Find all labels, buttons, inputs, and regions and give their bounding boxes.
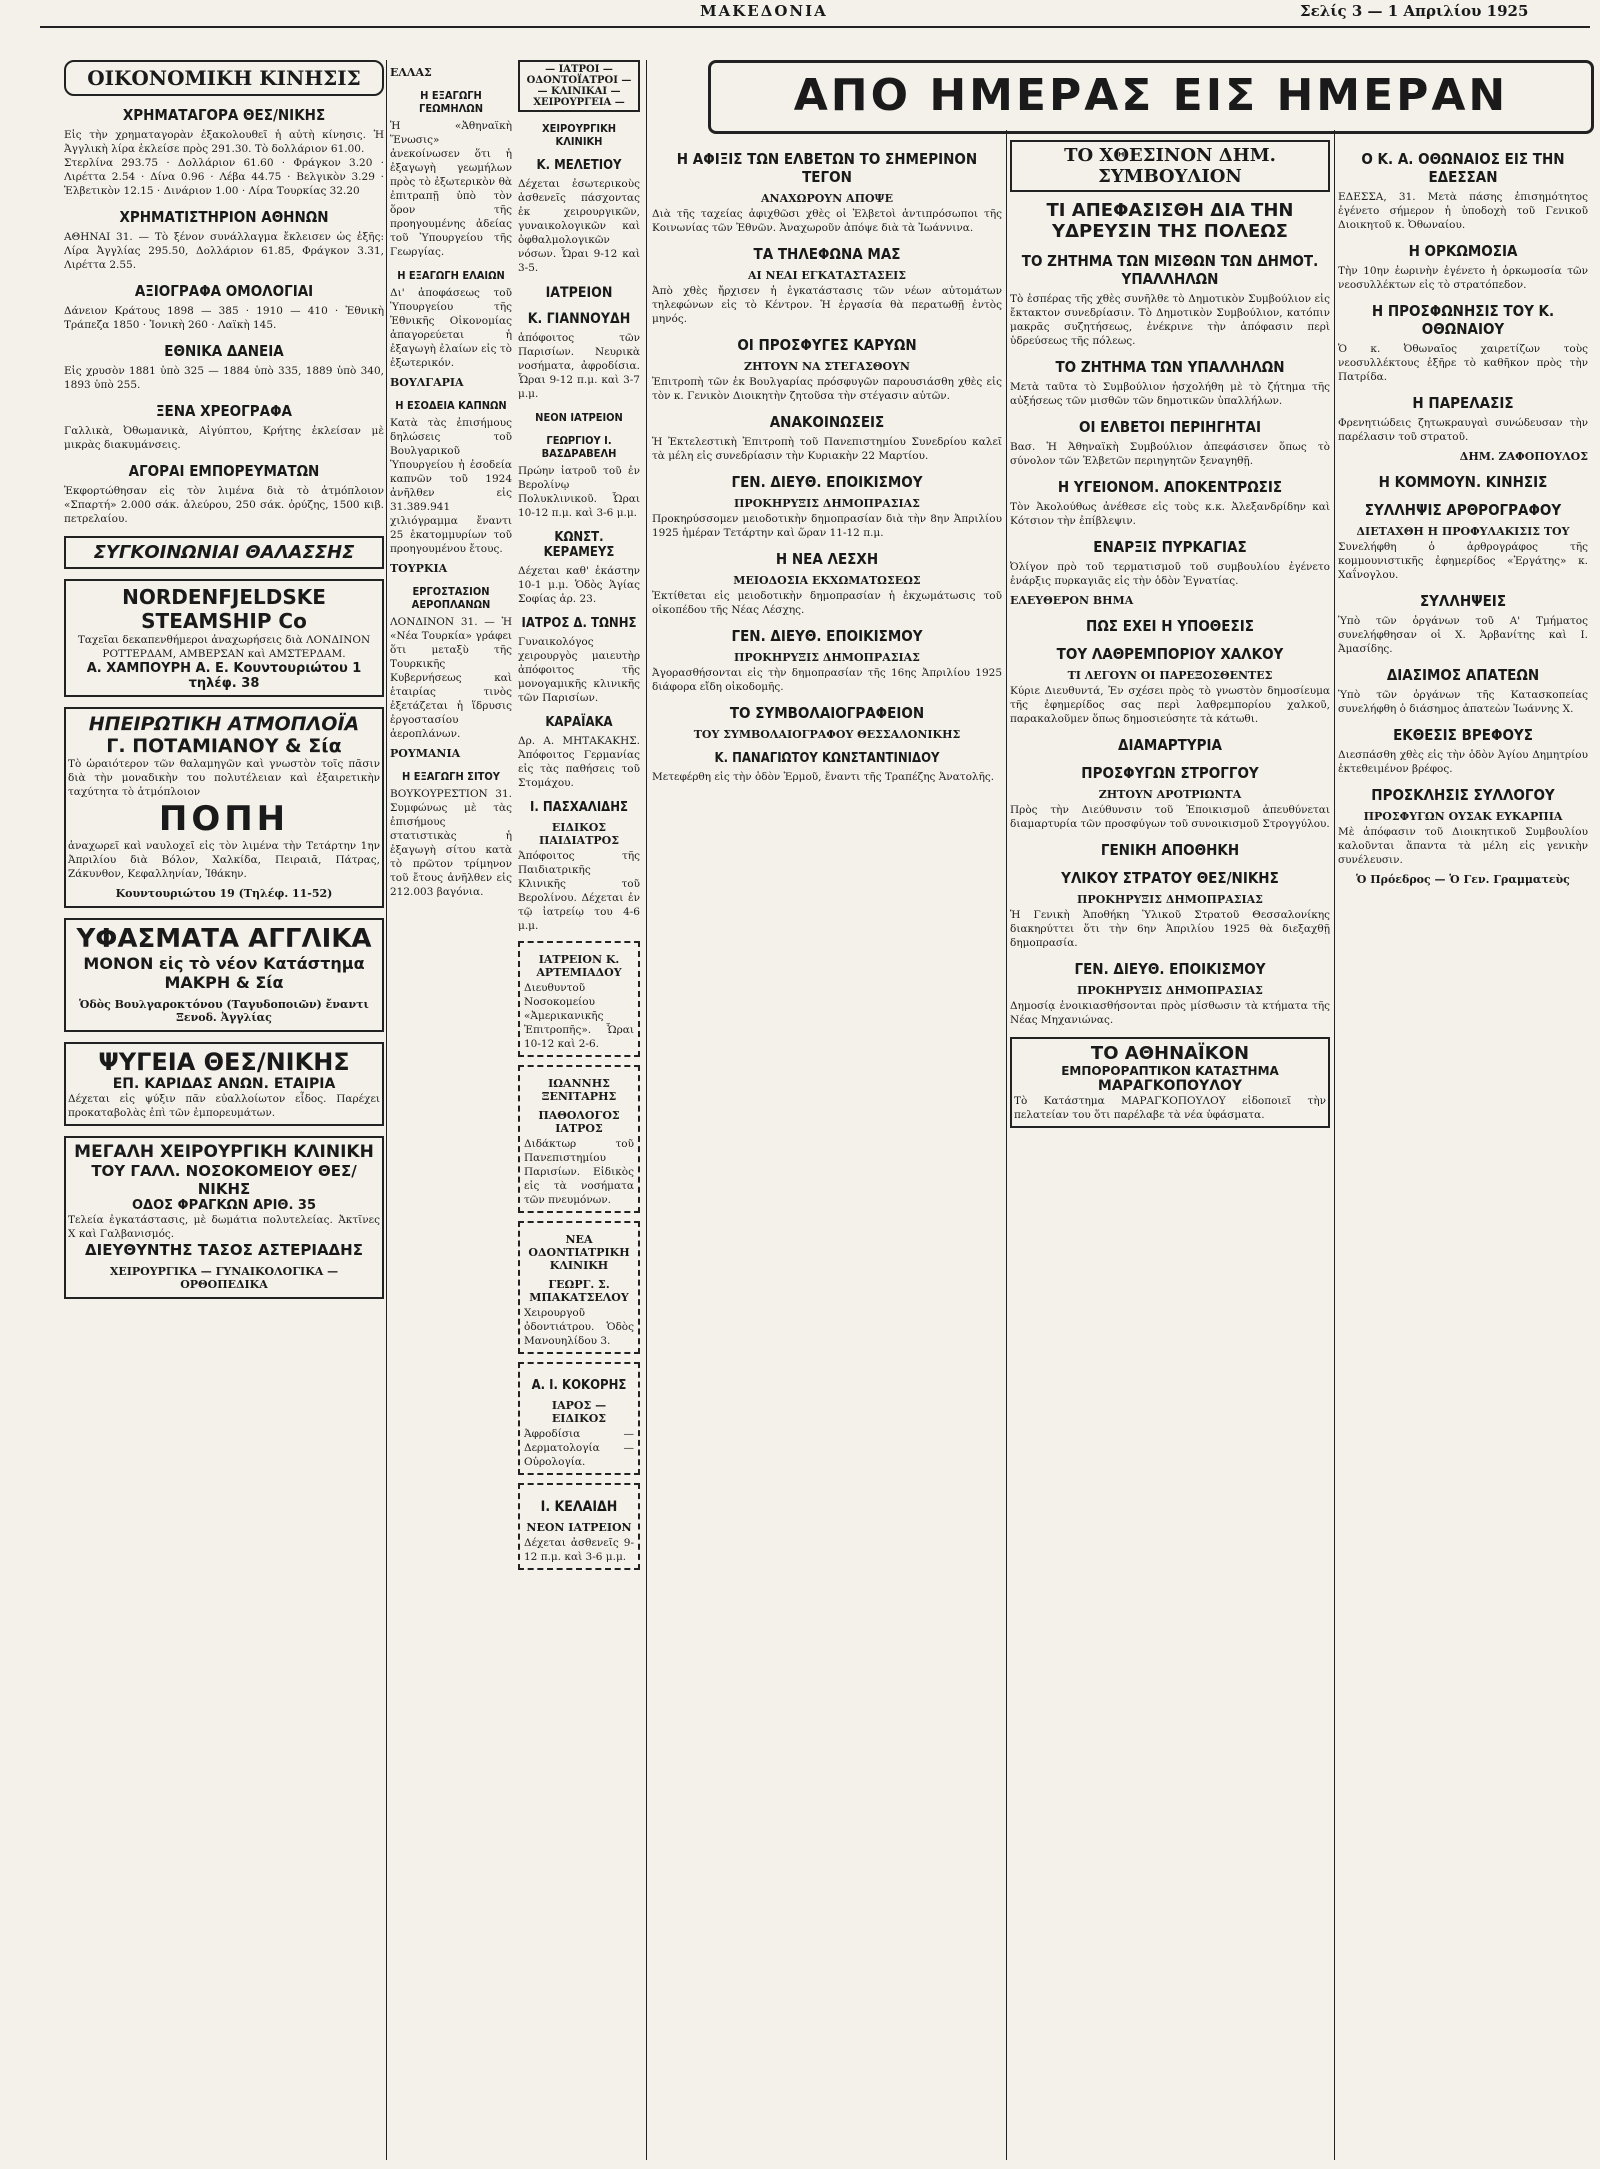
- ad-subtitle: ΕΙΔΙΚΟΣ ΠΑΙΔΙΑΤΡΟΣ: [538, 821, 620, 847]
- ad-text: ἀπόφοιτος τῶν Παρισίων. Νευρικὰ νοσήματα, ἀφροδίσια. Ὧραι 9-12 π.μ. καὶ 3-7 μ.μ.: [518, 332, 640, 400]
- article-text: Εἰς χρυσὸν 1881 ὑπὸ 325 — 1884 ὑπὸ 335, 1889 ὑπὸ 340, 1893 ὑπὸ 255.: [64, 365, 384, 391]
- headline: Η ΕΞΑΓΩΓΗ ΣΙΤΟΥ: [402, 770, 500, 783]
- subheadline: ΤΟΥ ΛΑΘΡΕΜΠΟΡΙΟΥ ΧΑΛΚΟΥ: [1056, 645, 1284, 663]
- ad-subtitle: ΜΑΡΑΓΚΟΠΟΥΛΟΥ: [1097, 1078, 1243, 1094]
- headline: Η ΟΡΚΩΜΟΣΙΑ: [1408, 242, 1518, 260]
- ad-title: ΝΕΟΝ ΙΑΤΡΕΙΟΝ: [535, 411, 623, 424]
- ad-title: ΨΥΓΕΙΑ ΘΕΣ/ΝΙΚΗΣ: [98, 1048, 350, 1076]
- article-text: Ὀλίγον πρὸ τοῦ τερματισμοῦ τοῦ συμβουλίου ἐγένετο ἐνάρξις πυρκαγιᾶς εἰς τὴν ὁδὸν Ἐγνατίας.: [1010, 561, 1330, 587]
- subheadline: ΖΗΤΟΥΝ ΑΡΟΤΡΙΩΝΤΑ: [1098, 788, 1242, 801]
- country-tag: ΤΟΥΡΚΙΑ: [390, 562, 448, 575]
- ad-subtitle: ΓΕΩΡΓ. Σ. ΜΠΑΚΑΤΣΕΛΟΥ: [529, 1278, 629, 1304]
- subheadline: ΤΙ ΑΠΕΦΑΣΙΣΘΗ ΔΙΑ ΤΗΝ ΥΔΡΕΥΣΙΝ ΤΗΣ ΠΟΛΕΩΣ: [1046, 200, 1294, 242]
- article-text: Συνελήφθη ὁ ἀρθρογράφος τῆς κομμουνιστικῆς ἐφημερίδος «Ἐργάτης» κ. Χαΐνογλου.: [1338, 541, 1588, 581]
- ad-subtitle: Κ. ΜΕΛΕΤΙΟΥ: [536, 158, 622, 173]
- article-text: Ἐκτίθεται εἰς μειοδοτικὴν δημοπρασίαν ἡ ἐκχωμάτωσις τοῦ οἰκοπέδου τῆς Νέας Λέσχης.: [652, 590, 1002, 616]
- ad-subtitle: ΠΑΘΟΛΟΓΟΣ ΙΑΤΡΟΣ: [538, 1109, 620, 1135]
- article-text: Ἀγορασθήσονται εἰς τὴν δημοπρασίαν τῆς 16ης Ἀπριλίου 1925 διάφορα εἴδη οἰκοδομῆς.: [652, 667, 1002, 693]
- ad-subtitle: ΕΠ. ΚΑΡΙΔΑΣ ΑΝΩΝ. ΕΤΑΙΡΙΑ: [112, 1076, 336, 1092]
- article-text: Διεσπάσθη χθὲς εἰς τὴν ὁδὸν Ἀγίου Δημητρίου ἐκτεθειμένον βρέφος.: [1338, 749, 1588, 775]
- ad-title: ΤΟ ΑΘΗΝΑΪΚΟΝ: [1090, 1043, 1250, 1064]
- ad-subtitle: ΤΟΥ ΓΑΛΛ. ΝΟΣΟΚΟΜΕΙΟΥ ΘΕΣ/ΝΙΚΗΣ: [91, 1162, 357, 1198]
- ad-agent: Α. ΧΑΜΠΟΥΡΗ Α. Ε. Κουντουριώτου 1 τηλέφ. 38: [86, 661, 362, 691]
- section-header: — ΙΑΤΡΟΙ — ΟΔΟΝΤΟΪΑΤΡΟΙ — — ΚΛΙΝΙΚΑΙ — ΧΕΙΡΟΥΡΓΕΙΑ —: [518, 60, 640, 112]
- ad-title: ΚΑΡΑΪΑΚΑ: [545, 715, 613, 730]
- ship-name: ΠΟΠΗ: [158, 799, 290, 839]
- headline: ΧΡΗΜΑΤΙΣΤΗΡΙΟΝ ΑΘΗΝΩΝ: [119, 208, 329, 226]
- advert-epirus-steamship: [64, 707, 384, 908]
- subheadline: ΑΙ ΝΕΑΙ ΕΓΚΑΤΑΣΤΑΣΕΙΣ: [747, 269, 907, 282]
- headline: ΤΟ ΧΘΕΣΙΝΟΝ ΔΗΜ. ΣΥΜΒΟΥΛΙΟΝ: [1010, 140, 1330, 192]
- column-local-news: [652, 140, 1002, 2160]
- article-text: Μὲ ἀπόφασιν τοῦ Διοικητικοῦ Συμβουλίου καλοῦνται ἅπαντα τὰ μέλη εἰς γενικὴν συνέλευσιν.: [1338, 826, 1588, 866]
- subheadline: ΠΡΟΣΦΥΓΩΝ ΟΥΣΑΚ ΕΥΚΑΡΠΙΑ: [1363, 810, 1563, 823]
- subheadline: ΤΙ ΛΕΓΟΥΝ ΟΙ ΠΑΡΕΞΟΣΘΕΝΤΕΣ: [1067, 669, 1273, 682]
- article-text: Φρενητιώδεις ζητωκραυγαὶ συνώδευσαν τὴν παρέλασιν τοῦ στρατοῦ.: [1338, 417, 1588, 443]
- advert-dental-clinic: [518, 1221, 640, 1354]
- column-economy: [64, 60, 384, 2160]
- article-text: Τὸ ἑσπέρας τῆς χθὲς συνῆλθε τὸ Δημοτικὸν Συμβούλιον εἰς ἔκτακτον συνεδρίασιν. Τὸ Δημοτικὸν Συμβούλιον, κατόπιν μακρᾶς συζητήσεως, ἐνέκρινε τὴν ἀπόφασιν περὶ ὑδρεύσεως τῆς πόλεως.: [1010, 293, 1330, 347]
- article-text: Ἡ Ἐκτελεστικὴ Ἐπιτροπὴ τοῦ Πανεπιστημίου Συνεδρίου καλεῖ τὰ μέλη εἰς συνεδρίασιν τὴν Κυριακὴν 22 Μαρτίου.: [652, 436, 1002, 462]
- article-text: Ὑπὸ τῶν ὀργάνων τῆς Κατασκοπείας συνελήφθη ὁ διάσημος ἀπατεὼν Ἰωάννης Χ.: [1338, 689, 1588, 715]
- ad-title: ΚΩΝΣΤ. ΚΕΡΑΜΕΥΣ: [543, 530, 615, 560]
- ad-title: ΙΑΤΡΕΙΟΝ Κ. ΑΡΤΕΜΙΑΔΟΥ: [536, 953, 622, 979]
- headline: ΤΟ ΣΥΜΒΟΛΑΙΟΓΡΑΦΕΙΟΝ: [729, 704, 925, 722]
- subheadline: Κ. ΠΑΝΑΓΙΩΤΟΥ ΚΩΝΣΤΑΝΤΙΝΙΔΟΥ: [714, 751, 940, 766]
- column-municipal: [1010, 140, 1330, 2160]
- subheadline: ΠΡΟΚΗΡΥΞΙΣ ΔΗΜΟΠΡΑΣΙΑΣ: [734, 497, 920, 510]
- ad-text: Ἀπόφοιτος τῆς Παιδιατρικῆς Κλινικῆς τοῦ Βερολίνου. Δέχεται ἐν τῷ ἰατρείῳ του 4-6 μ.μ.: [518, 850, 640, 932]
- article-text: Γαλλικὰ, Ὀθωμανικὰ, Αἰγύπτου, Κρήτης ἐκλείσαν μὲ μικρὰς διακυμάνσεις.: [64, 425, 384, 451]
- ad-text: Γυναικολόγος χειρουργὸς μαιευτὴρ ἀπόφοιτος τῆς μονογαμικῆς κλινικῆς τῶν Παρισίων.: [518, 636, 640, 704]
- ad-text: Πρώην ἰατροῦ τοῦ ἐν Βερολίνῳ Πολυκλινικοῦ. Ὧραι 10-12 π.μ. καὶ 3-6 μ.μ.: [518, 465, 640, 519]
- ad-text: Χειρουργοῦ ὀδοντιάτρου. Ὁδὸς Μανουηλίδου 3.: [524, 1307, 634, 1347]
- ad-text: Τὸ Κατάστημα ΜΑΡΑΓΚΟΠΟΥΛΟΥ εἰδοποιεῖ τὴν πελατείαν του ὅτι παρέλαβε τὰ νέα ὑφάσματα.: [1014, 1095, 1326, 1121]
- article-text: Ἀπὸ χθὲς ἤρχισεν ἡ ἐγκατάστασις τῶν νέων αὐτομάτων τηλεφώνων εἰς τὸ Κέντρον. Ἡ ἐργασία θὰ περατωθῇ ἐντὸς μηνός.: [652, 285, 1002, 325]
- headline: Η ΕΞΑΓΩΓΗ ΓΕΩΜΗΛΩΝ: [419, 89, 483, 115]
- advert-nordenfjeldske: [64, 579, 384, 697]
- headline: Η ΚΟΜΜΟΥΝ. ΚΙΝΗΣΙΣ: [1378, 473, 1548, 491]
- ad-title: ΜΕΓΑΛΗ ΧΕΙΡΟΥΡΓΙΚΗ ΚΛΙΝΙΚΗ: [74, 1142, 374, 1162]
- headline: ΠΡΟΣΚΛΗΣΙΣ ΣΥΛΛΟΓΟΥ: [1371, 786, 1555, 804]
- ad-text: Δέχεται καθ' ἑκάστην 10-1 μ.μ. Ὁδὸς Ἁγίας Σοφίας ἀρ. 23.: [518, 565, 640, 605]
- page-date: Σελίς 3 — 1 Απριλίου 1925: [1300, 2, 1529, 20]
- headline: ΟΙ ΕΛΒΕΤΟΙ ΠΕΡΙΗΓΗΤΑΙ: [1078, 418, 1261, 436]
- headline: ΑΝΑΚΟΙΝΩΣΕΙΣ: [769, 413, 885, 431]
- article-text: Ὁ κ. Ὀθωναῖος χαιρετίζων τοὺς νεοσυλλέκτους ἐξῆρε τὸ καθῆκον πρὸς τὴν Πατρίδα.: [1338, 343, 1588, 383]
- column-divider: [646, 60, 647, 2160]
- ad-title: ΧΕΙΡΟΥΡΓΙΚΗ ΚΛΙΝΙΚΗ: [541, 122, 617, 148]
- article-text: Προκηρύσσομεν μειοδοτικὴν δημοπρασίαν διὰ τὴν 8ην Ἀπριλίου 1925 ἡμέραν Τετάρτην καὶ ὥραν 11-12 π.μ.: [652, 513, 1002, 539]
- article-text: Τὸν Ἀκολούθως ἀνέθεσε εἰς τοὺς κ.κ. Ἀλεξανδρίδην καὶ Κότσιον τὴν ἐπίβλεψιν.: [1010, 501, 1330, 527]
- article-text: ΒΟΥΚΟΥΡΕΣΤΙΟΝ 31. Συμφώνως μὲ τὰς ἐπισήμους στατιστικὰς ἡ ἐξαγωγὴ σίτου κατὰ τὸ πρῶτον τρίμηνον τοῦ ἔτους ἀνῆλθεν εἰς 212.003 βαγόνια.: [390, 788, 512, 898]
- column-divider: [1334, 130, 1335, 2160]
- subheadline: ΖΗΤΟΥΝ ΝΑ ΣΤΕΓΑΣΘΟΥΝ: [744, 360, 910, 373]
- ad-title: ΝΕΑ ΟΔΟΝΤΙΑΤΡΙΚΗ ΚΛΙΝΙΚΗ: [528, 1233, 630, 1272]
- headline: ΑΞΙΟΓΡΑΦΑ ΟΜΟΛΟΓΙΑΙ: [134, 282, 314, 300]
- headline: ΕΝΑΡΞΙΣ ΠΥΡΚΑΓΙΑΣ: [1093, 538, 1247, 556]
- article-text: Κατὰ τὰς ἐπισήμους δηλώσεις τοῦ Βουλγαρικοῦ Ὑπουργείου ἡ ἐσοδεία καπνῶν τοῦ 1924 ἀνῆλθεν εἰς 31.389.941 χιλιόγραμμα ἔναντι 25 ἑκατομμυρίων τοῦ προηγουμένου ἔτους.: [390, 417, 512, 555]
- article-text: ΕΔΕΣΣΑ, 31. Μετὰ πάσης ἐπισημότητος ἐγένετο σήμερον ἡ ὑποδοχὴ τοῦ Γενικοῦ Διοικητοῦ κ. Ὀθωναίου.: [1338, 191, 1588, 231]
- article-text: Ἐπιτροπὴ τῶν ἐκ Βουλγαρίας πρόσφυγῶν παρουσιάσθη χθὲς εἰς τὸν κ. Γενικὸν Διοικητὴν ζητοῦσα τὴν στέγασιν αὐτῶν.: [652, 376, 1002, 402]
- headline: ΞΕΝΑ ΧΡΕΟΓΡΑΦΑ: [155, 402, 292, 420]
- subheadline: ΥΛΙΚΟΥ ΣΤΡΑΤΟΥ ΘΕΣ/ΝΙΚΗΣ: [1061, 869, 1279, 887]
- headline: ΓΕΝ. ΔΙΕΥΘ. ΕΠΟΙΚΙΣΜΟΥ: [1074, 960, 1266, 978]
- subheadline: ΠΡΟΣΦΥΓΩΝ ΣΤΡΟΓΓΟΥ: [1081, 764, 1259, 782]
- ad-title: Α. Ι. ΚΟΚΟΡΗΣ: [531, 1378, 627, 1393]
- subheadline: ΔΙΕΤΑΧΘΗ Η ΠΡΟΦΥΛΑΚΙΣΙΣ ΤΟΥ: [1356, 525, 1570, 538]
- headline: ΓΕΝΙΚΗ ΑΠΟΘΗΚΗ: [1100, 841, 1240, 859]
- subheadline: ΠΡΟΚΗΡΥΞΙΣ ΔΗΜΟΠΡΑΣΙΑΣ: [1077, 984, 1263, 997]
- ad-title: ΥΦΑΣΜΑΤΑ ΑΓΓΛΙΚΑ: [76, 924, 372, 954]
- article-text: Πρὸς τὴν Διεύθυνσιν τοῦ Ἐποικισμοῦ ἀπευθύνεται διαμαρτυρία τῶν προσφύγων τοῦ συνοικισμοῦ Στρογγύλου.: [1010, 804, 1330, 830]
- ad-subtitle: ΜΟΝΟΝ εἰς τὸ νέον Κατάστημα ΜΑΚΡΗ & Σία: [83, 954, 365, 992]
- advert-fabrics: [64, 918, 384, 1032]
- ad-text: Δέχεται ἐσωτερικοὺς ἀσθενεῖς πάσχοντας ἐκ χειρουργικῶν, γυναικολογικῶν καὶ ὀφθαλμολογικῶν νόσων. Ὧραι 9-12 καὶ 3-5.: [518, 178, 640, 274]
- headline: Η ΠΡΟΣΦΩΝΗΣΙΣ ΤΟΥ Κ. ΟΘΩΝΑΙΟΥ: [1371, 302, 1555, 338]
- headline: ΓΕΝ. ΔΙΕΥΘ. ΕΠΟΙΚΙΣΜΟΥ: [731, 627, 923, 645]
- column-divider: [386, 60, 387, 2160]
- ad-subtitle: ΙΑΡΟΣ — ΕΙΔΙΚΟΣ: [551, 1399, 607, 1425]
- headline: Η ΠΑΡΕΛΑΣΙΣ: [1412, 394, 1514, 412]
- article-text: Ἐκφορτώθησαν εἰς τὸν λιμένα διὰ τὸ ἀτμόπλοιον «Σπαρτή» 2.000 σάκ. ἀλεύρου, 250 σάκ. ὀρύζης, 1500 κιβ. πετρελαίου.: [64, 485, 384, 525]
- headline: ΤΟ ΖΗΤΗΜΑ ΤΩΝ ΥΠΑΛΛΗΛΩΝ: [1055, 358, 1285, 376]
- article-text: ΛΟΝΔΙΝΟΝ 31. — Ἡ «Νέα Τουρκία» γράφει ὅτι μεταξὺ τῆς Τουρκικῆς Κυβερνήσεως καὶ ἑταιρίας τινὸς ἐξετάζεται ἡ ἵδρυσις ἐργοστασίου ἀεροπλάνων.: [390, 616, 512, 740]
- ad-subtitle: ΓΕΩΡΓΙΟΥ Ι. ΒΑΣΔΡΑΒΕΛΗ: [541, 434, 617, 460]
- ad-text: Ἀφροδίσια — Δερματολογία — Οὐρολογία.: [524, 1428, 634, 1468]
- ad-text: Τελεία ἐγκατάστασις, μὲ δωμάτια πολυτελείας. Ἀκτῖνες Χ καὶ Γαλβανισμός.: [68, 1214, 380, 1240]
- country-tag: ΒΟΥΛΓΑΡΙΑ: [390, 376, 464, 389]
- ad-subtitle: ΝΕΟΝ ΙΑΤΡΕΙΟΝ: [526, 1521, 632, 1534]
- rates-list: Στερλίνα 293.75 · Δολλάριον 61.60 · Φράγκον 3.20 · Λιρέττα 2.54 · Δίνα 0.96 · Λέβα 44.75 · Βελγικὸν 3.29 · Ἑλβετικὸν 12.15 · Δινάριον 1.00 · Λίρα Τουρκίας 32.20: [64, 157, 384, 197]
- advert-kelaidi: [518, 1483, 640, 1570]
- ad-footer: ΧΕΙΡΟΥΡΓΙΚΑ — ΓΥΝΑΙΚΟΛΟΓΙΚΑ — ΟΡΘΟΠΕΔΙΚΑ: [109, 1265, 339, 1291]
- headline: ΕΘΝΙΚΑ ΔΑΝΕΙΑ: [164, 342, 284, 360]
- headline: ΔΙΑΣΙΜΟΣ ΑΠΑΤΕΩΝ: [1386, 666, 1540, 684]
- article-text: ΑΘΗΝΑΙ 31. — Τὸ ξένον συνάλλαγμα ἔκλεισεν ὡς ἑξῆς: Λίρα Ἀγγλίας 295.50, Δολλάριον 61.85, Φράγκον 3.31, Λιρέττα 2.55.: [64, 231, 384, 271]
- headline: Η ΝΕΑ ΛΕΣΧΗ: [775, 550, 879, 568]
- ad-title: Ι. ΠΑΣΧΑΛΙΔΗΣ: [530, 800, 628, 815]
- banner-headline: ΑΠΟ ΗΜΕΡΑΣ ΕΙΣ ΗΜΕΡΑΝ: [708, 60, 1594, 134]
- advert-athenian-store: [1010, 1037, 1330, 1128]
- headline: Η ΥΓΕΙΟΝΟΜ. ΑΠΟΚΕΝΤΡΩΣΙΣ: [1057, 478, 1283, 496]
- article-text: Τὴν 10ην ἑωρινὴν ἐγένετο ἡ ὁρκωμοσία τῶν νεοσυλλέκτων εἰς τὸ στρατόπεδον.: [1338, 265, 1588, 291]
- headline: ΔΙΑΜΑΡΤΥΡΙΑ: [1118, 736, 1222, 754]
- article-text: Ἡ «Ἀθηναϊκὴ Ἕνωσις» ἀνεκοίνωσεν ὅτι ἡ ἐξαγωγὴ γεωμήλων πρὸς τὸ ἐξωτερικὸν θὰ ἐπιτραπῇ ὑπὸ τὸν ὅρον τῆς προηγουμένης ἀδείας τοῦ Ὑπουργείου τῆς Γεωργίας.: [390, 120, 512, 258]
- article-text: Δι' ἀποφάσεως τοῦ Ὑπουργείου τῆς Ἐθνικῆς Οἰκονομίας ἀπαγορεύεται ἡ ἐξαγωγὴ ἐλαίων εἰς τὸ ἐξωτερικόν.: [390, 287, 512, 369]
- ad-title: ΙΩΑΝΝΗΣ ΞΕΝΙΤΑΡΗΣ: [541, 1077, 617, 1103]
- subheadline: ΤΟΥ ΣΥΜΒΟΛΑΙΟΓΡΑΦΟΥ ΘΕΣΣΑΛΟΝΙΚΗΣ: [693, 728, 961, 741]
- section-tag: ΕΛΕΥΘΕΡΟΝ ΒΗΜΑ: [1010, 594, 1134, 607]
- ad-title: ΗΠΕΙΡΩΤΙΚΗ ΑΤΜΟΠΛΟΪΑ: [88, 713, 360, 735]
- ad-text: Τὸ ὡραιότερον τῶν θαλαμηγῶν καὶ γνωστὸν τοῖς πᾶσιν διὰ τὴν μοναδικὴν του πολυτέλειαν καὶ ἐξαιρετικὴν ταχύτητα τὸ ἀτμόπλοιον: [68, 758, 380, 798]
- advert-surgical-clinic: [64, 1136, 384, 1299]
- signature: Ὁ Πρόεδρος — Ὁ Γεν. Γραμματεὺς: [1356, 873, 1570, 886]
- headline: ΣΥΛΛΗΨΕΙΣ: [1419, 592, 1507, 610]
- ad-text: Διευθυντοῦ Νοσοκομείου «Ἀμερικανικῆς Ἐπιτροπῆς». Ὧραι 10-12 καὶ 2-6.: [524, 982, 634, 1050]
- advert-shipping: [64, 536, 384, 569]
- headline: Η ΕΞΑΓΩΓΗ ΕΛΑΙΩΝ: [397, 269, 505, 282]
- column-divider: [1006, 130, 1007, 2160]
- country-tag: ΡΟΥΜΑΝΙΑ: [390, 747, 461, 760]
- headline: Η ΕΣΟΔΕΙΑ ΚΑΠΝΩΝ: [395, 399, 507, 412]
- headline: ΟΙ ΠΡΟΣΦΥΓΕΣ ΚΑΡΥΩΝ: [737, 336, 917, 354]
- article-text: Μετεφέρθη εἰς τὴν ὁδὸν Ἑρμοῦ, ἔναντι τῆς Τραπέζης Ἀνατολῆς.: [652, 771, 995, 783]
- headline: ΓΕΝ. ΔΙΕΥΘ. ΕΠΟΙΚΙΣΜΟΥ: [731, 473, 923, 491]
- subheadline: ΠΡΟΚΗΡΥΞΙΣ ΔΗΜΟΠΡΑΣΙΑΣ: [734, 651, 920, 664]
- headline: ΠΩΣ ΕΧΕΙ Η ΥΠΟΘΕΣΙΣ: [1086, 617, 1254, 635]
- column-foreign-trade-and-doctors: [390, 60, 640, 2160]
- section-header: ΟΙΚΟΝΟΜΙΚΗ ΚΙΝΗΣΙΣ: [64, 60, 384, 96]
- article-text: Δάνειον Κράτους 1898 — 385 · 1910 — 410 · Ἐθνικὴ Τράπεζα 1850 · Ἰονικὴ 260 · Λαϊκὴ 145.: [64, 305, 384, 331]
- article-text: Μετὰ ταῦτα τὸ Συμβούλιον ἠσχολήθη μὲ τὸ ζήτημα τῆς αὐξήσεως τῶν μισθῶν τῶν δημοτικῶν ὑπαλλήλων.: [1010, 381, 1330, 407]
- headline: ΑΓΟΡΑΙ ΕΜΠΟΡΕΥΜΑΤΩΝ: [128, 462, 320, 480]
- ad-subtitle: Γ. ΠΟΤΑΜΙΑΝΟΥ & Σία: [106, 735, 342, 757]
- ad-title: ΙΑΤΡΕΙΟΝ: [545, 285, 613, 301]
- ad-address: ΟΔΟΣ ΦΡΑΓΚΩΝ ΑΡΙΘ. 35: [131, 1198, 317, 1213]
- article-text: Δημοσίᾳ ἐνοικιασθήσονται πρὸς μίσθωσιν τὰ κτήματα τῆς Νέας Μηχανιώνας.: [1010, 1000, 1330, 1026]
- advert-artemiadou: [518, 941, 640, 1057]
- column-regional: [1338, 140, 1588, 2160]
- ad-text: Διδάκτωρ τοῦ Πανεπιστημίου Παρισίων. Εἰδικὸς εἰς τὰ νοσήματα τῶν πνευμόνων.: [524, 1138, 634, 1206]
- headline: ΕΡΓΟΣΤΑΣΙΟΝ ΑΕΡΟΠΛΑΝΩΝ: [411, 585, 491, 611]
- subheadline: ΣΥΛΛΗΨΙΣ ΑΡΘΡΟΓΡΑΦΟΥ: [1364, 501, 1562, 519]
- article-text: Εἰς τὴν χρηματαγορὰν ἐξακολουθεῖ ἡ αὐτὴ κίνησις. Ἡ Ἀγγλικὴ λίρα ἐκλείσε πρὸς 291.30. Τὸ δολλάριον 61.00.: [64, 129, 384, 155]
- ad-address: Κουντουριώτου 19 (Τηλέφ. 11-52): [115, 887, 333, 900]
- subheadline: ΤΟ ΖΗΤΗΜΑ ΤΩΝ ΜΙΣΘΩΝ ΤΩΝ ΔΗΜΟΤ. ΥΠΑΛΛΗΛΩΝ: [1021, 252, 1319, 288]
- ad-title: Ι. ΚΕΛΑΙΔΗ: [540, 1499, 618, 1515]
- ad-director: ΔΙΕΥΘΥΝΤΗΣ ΤΑΣΟΣ ΑΣΤΕΡΙΑΔΗΣ: [85, 1241, 363, 1259]
- ad-text: Ταχεῖαι δεκαπενθήμεροι ἀναχωρήσεις διὰ ΛΟΝΔΙΝΟΝ ΡΟΤΤΕΡΔΑΜ, ΑΜΒΕΡΣΑΝ καὶ ΑΜΣΤΕΡΔΑΜ.: [77, 634, 371, 660]
- subheadline: ΑΝΑΧΩΡΟΥΝ ΑΠΟΨΕ: [761, 192, 893, 205]
- article-text: Κύριε Διευθυντά, Ἐν σχέσει πρὸς τὸ γνωστὸν δημοσίευμα τῆς ἐφημερίδος σας περὶ λαθρεμπορίου χαλκοῦ, παρακαλοῦμεν ὅπως δημοσιεύσητε τὰ κάτωθι.: [1010, 685, 1330, 725]
- ad-subtitle: Κ. ΓΙΑΝΝΟΥΔΗ: [527, 311, 631, 327]
- article-text: Βασ. Ἡ Ἀθηναϊκὴ Συμβούλιον ἀπεφάσισεν ὅπως τὸ σύνολον τῶν Ἐλβετῶν περιηγητῶν ξεναγηθῇ.: [1010, 441, 1330, 467]
- top-rule: [40, 26, 1590, 28]
- article-text: Ἡ Γενικὴ Ἀποθήκη Ὑλικοῦ Στρατοῦ Θεσσαλονίκης διακηρύττει ὅτι τὴν 6ην Ἀπριλίου 1925 θὰ διεξαχθῇ δημοπρασία.: [1010, 909, 1330, 949]
- ad-subtitle: ΕΜΠΟΡΟΡΑΠΤΙΚΟΝ ΚΑΤΑΣΤΗΜΑ: [1061, 1064, 1279, 1078]
- headline: Ο Κ. Α. ΟΘΩΝΑΙΟΣ ΕΙΣ ΤΗΝ ΕΔΕΣΣΑΝ: [1361, 150, 1565, 186]
- byline: ΔΗΜ. ΖΑΦΟΠΟΥΛΟΣ: [1459, 450, 1588, 463]
- masthead: [0, 0, 1600, 26]
- subheadline: ΠΡΟΚΗΡΥΞΙΣ ΔΗΜΟΠΡΑΣΙΑΣ: [1077, 893, 1263, 906]
- article-text: Διὰ τῆς ταχείας ἀφιχθῶσι χθὲς οἱ Ἐλβετοὶ ἀντιπρόσωποι τῆς Κοινωνίας τῶν Ἐθνῶν. Ἀναχωροῦν ἀπόψε διὰ τὰ Ἰωάννινα.: [652, 208, 1002, 234]
- advert-kokoris: [518, 1362, 640, 1475]
- newspaper-name: ΜΑΚΕΔΟΝΙΑ: [700, 2, 828, 20]
- article-text: Ὑπὸ τῶν ὀργάνων τοῦ Α' Τμήματος συνελήφθησαν οἱ Χ. Ἀρβανίτης καὶ Ι. Ἀμασίδης.: [1338, 615, 1588, 655]
- ad-text: ἀναχωρεῖ καὶ ναυλοχεῖ εἰς τὸν λιμένα τὴν Τετάρτην 1ην Ἀπριλίου διὰ Βόλον, Χαλκίδα, Πειραιᾶ, Πάτρας, Ζάκυνθον, Κεφαλληνίαν, Ἰθάκην.: [68, 840, 380, 880]
- ad-text: Δέχεται εἰς ψύξιν πᾶν εὐαλλοίωτον εἶδος. Παρέχει προκαταβολὰς ἐπὶ τῶν ἐμπορευμάτων.: [68, 1093, 380, 1119]
- country-tag: ΕΛΛΑΣ: [390, 66, 432, 79]
- advert-cold-storage: [64, 1042, 384, 1126]
- headline: Η ΑΦΙΞΙΣ ΤΩΝ ΕΛΒΕΤΩΝ ΤΟ ΣΗΜΕΡΙΝΟΝ ΤΕΓΟΝ: [676, 150, 978, 186]
- headline: ΤΑ ΤΗΛΕΦΩΝΑ ΜΑΣ: [753, 245, 901, 263]
- ad-title: NORDENFJELDSKE STEAMSHIP Co: [122, 585, 326, 633]
- ad-text: Δέχεται ἀσθενεῖς 9-12 π.μ. καὶ 3-6 μ.μ.: [524, 1537, 634, 1563]
- ad-text: Δρ. Α. ΜΗΤΑΚΑΚΗΣ. Ἀπόφοιτος Γερμανίας εἰς τὰς παθήσεις τοῦ Στομάχου.: [518, 735, 640, 789]
- subheadline: ΜΕΙΟΔΟΣΙΑ ΕΚΧΩΜΑΤΩΣΕΩΣ: [733, 574, 921, 587]
- ad-title: ΣΥΓΚΟΙΝΩΝΙΑΙ ΘΑΛΑΣΣΗΣ: [93, 542, 355, 563]
- advert-xenitaris: [518, 1065, 640, 1213]
- ad-address: Ὁδὸς Βουλγαροκτόνου (Ταγυδοποιῶν) ἔναντι Ξενοδ. Ἀγγλίας: [79, 998, 369, 1024]
- headline: ΕΚΘΕΣΙΣ ΒΡΕΦΟΥΣ: [1393, 726, 1533, 744]
- ad-title: ΙΑΤΡΟΣ Δ. ΤΩΝΗΣ: [521, 616, 637, 631]
- headline: ΧΡΗΜΑΤΑΓΟΡΑ ΘΕΣ/ΝΙΚΗΣ: [122, 106, 326, 124]
